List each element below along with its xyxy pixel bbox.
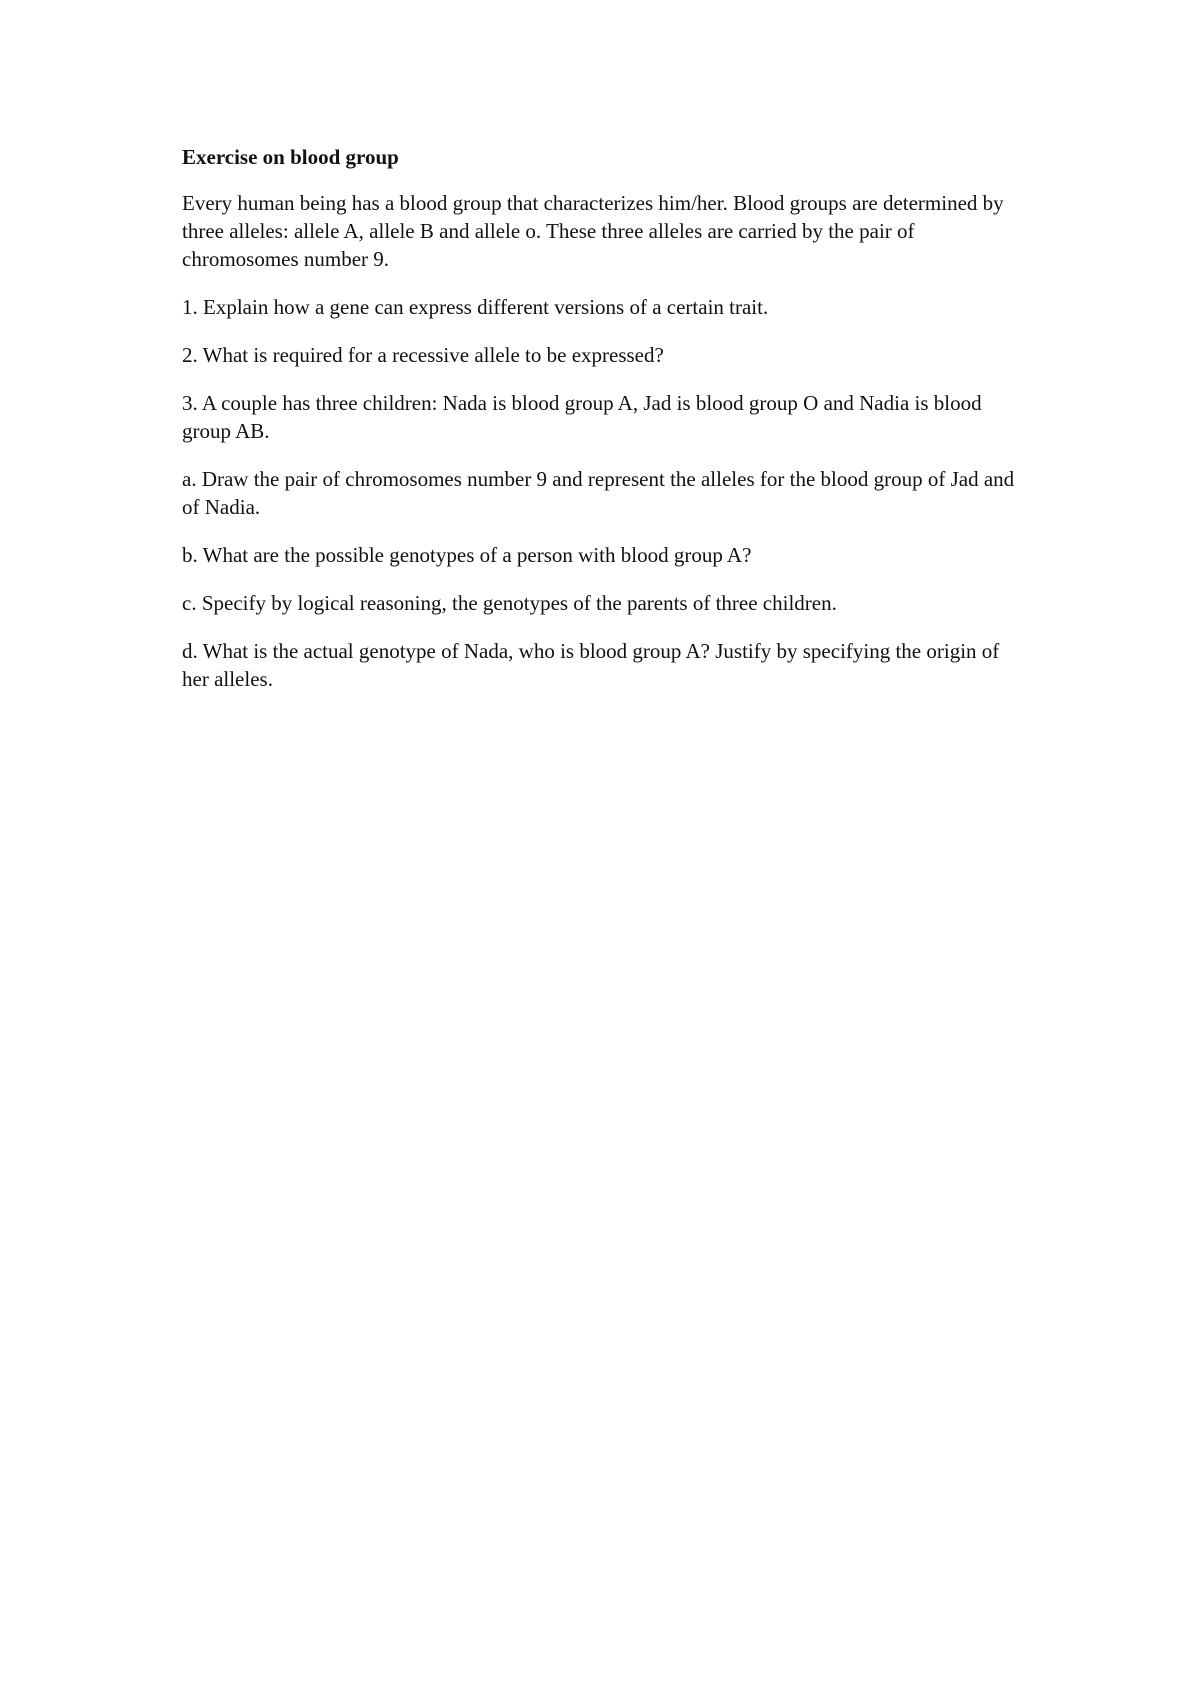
exercise-title: Exercise on blood group bbox=[182, 145, 399, 169]
question-3a: a. Draw the pair of chromosomes number 9 and represent the alleles for the blood group of Jad and of Nadia. bbox=[182, 467, 1015, 519]
question-3: 3. A couple has three children: Nada is blood group A, Jad is blood group O and Nadia is blood group AB. bbox=[182, 391, 982, 443]
document-body bbox=[182, 143, 1022, 713]
question-3b: b. What are the possible genotypes of a person with blood group A? bbox=[182, 543, 752, 567]
question-1: 1. Explain how a gene can express different versions of a certain trait. bbox=[182, 295, 769, 319]
question-3c: c. Specify by logical reasoning, the genotypes of the parents of three children. bbox=[182, 591, 837, 615]
question-3d: d. What is the actual genotype of Nada, who is blood group A? Justify by specifying the origin of her alleles. bbox=[182, 639, 1000, 691]
intro-paragraph: Every human being has a blood group that characterizes him/her. Blood groups are determined by three alleles: allele A, allele B and allele o. These three alleles are carried by the pair of chromosomes number 9. bbox=[182, 191, 1004, 271]
question-2: 2. What is required for a recessive allele to be expressed? bbox=[182, 343, 664, 367]
